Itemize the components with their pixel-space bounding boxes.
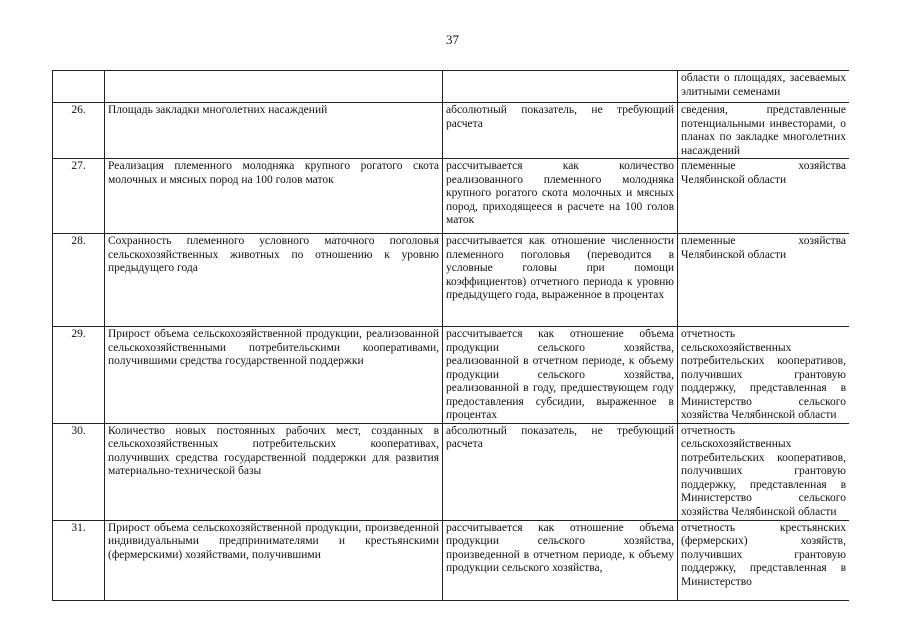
calculation-method-cell: рассчитывается как отношение численности племенного поголовья (переводится в условные головы при помощи коэффициентов) отчетного периода к уровню предыдущего года, выраженное в процентах xyxy=(443,234,678,327)
indicators-table xyxy=(52,70,849,601)
data-source-cell: племенные хозяйства Челябинской области xyxy=(678,159,850,234)
indicator-name-cell: Количество новых постоянных рабочих мест, созданных в сельскохозяйственных потребительских кооперативах, получивших средства государственной поддержки для развития материально-технической базы xyxy=(105,423,443,520)
table-row xyxy=(53,327,850,424)
data-source-cell: сведения, представленные потенциальными инвесторами, о планах по закладке многолетних насаждений xyxy=(678,103,850,159)
page-number: 37 xyxy=(446,32,459,47)
row-number-cell: 28. xyxy=(53,234,105,327)
indicator-name-cell: Прирост объема сельскохозяйственной продукции, произведенной индивидуальными предпринимателями и крестьянскими (фермерскими) хозяйствами, получившими xyxy=(105,520,443,600)
row-number-cell xyxy=(53,71,105,103)
row-number-cell: 26. xyxy=(53,103,105,159)
data-source-cell: отчетность сельскохозяйственных потребительских кооперативов, получивших грантовую поддержку, представленная в Министерство сельского хозяйства Челябинской области xyxy=(678,423,850,520)
table-row xyxy=(53,159,850,234)
calculation-method-cell: рассчитывается как количество реализованного племенного молодняка крупного рогатого скота молочных и мясных пород, приходящееся в расчете на 100 голов маток xyxy=(443,159,678,234)
calculation-method-cell: абсолютный показатель, не требующий расчета xyxy=(443,103,678,159)
calculation-method-cell: абсолютный показатель, не требующий расчета xyxy=(443,423,678,520)
indicator-name-cell: Площадь закладки многолетних насаждений xyxy=(105,103,443,159)
table-row xyxy=(53,520,850,600)
indicator-name-cell: Прирост объема сельскохозяйственной продукции, реализованной сельскохозяйственными потребительскими кооперативами, получившими средства государственной поддержки xyxy=(105,327,443,424)
calculation-method-cell xyxy=(443,71,678,103)
data-source-cell: области о площадях, засеваемых элитными семенами xyxy=(678,71,850,103)
table-row xyxy=(53,234,850,327)
calculation-method-cell: рассчитывается как отношение объема продукции сельского хозяйства, реализованной в отчетном периоде, к объему продукции сельского хозяйства, реализованной в году, предшествующем году предоставления субсидии, выраженное в процентах xyxy=(443,327,678,424)
row-number-cell: 30. xyxy=(53,423,105,520)
table-row xyxy=(53,103,850,159)
calculation-method-cell: рассчитывается как отношение объема продукции сельского хозяйства, произведенной в отчетном периоде, к объему продукции сельского хозяйства, xyxy=(443,520,678,600)
row-number-cell: 31. xyxy=(53,520,105,600)
indicator-name-cell xyxy=(105,71,443,103)
row-number-cell: 27. xyxy=(53,159,105,234)
data-source-cell: отчетность сельскохозяйственных потребительских кооперативов, получивших грантовую поддержку, представленная в Министерство сельского хозяйства Челябинской области xyxy=(678,327,850,424)
data-source-cell: отчетность крестьянских (фермерских) хозяйств, получивших грантовую поддержку, представленная в Министерство xyxy=(678,520,850,600)
table-row xyxy=(53,71,850,103)
data-source-cell: племенные хозяйства Челябинской области xyxy=(678,234,850,327)
table-row xyxy=(53,423,850,520)
indicators-table-body xyxy=(53,71,850,601)
indicators-table-container xyxy=(52,70,849,640)
row-number-cell: 29. xyxy=(53,327,105,424)
indicator-name-cell: Сохранность племенного условного маточного поголовья сельскохозяйственных животных по отношению к уровню предыдущего года xyxy=(105,234,443,327)
indicator-name-cell: Реализация племенного молодняка крупного рогатого скота молочных и мясных пород на 100 голов маток xyxy=(105,159,443,234)
